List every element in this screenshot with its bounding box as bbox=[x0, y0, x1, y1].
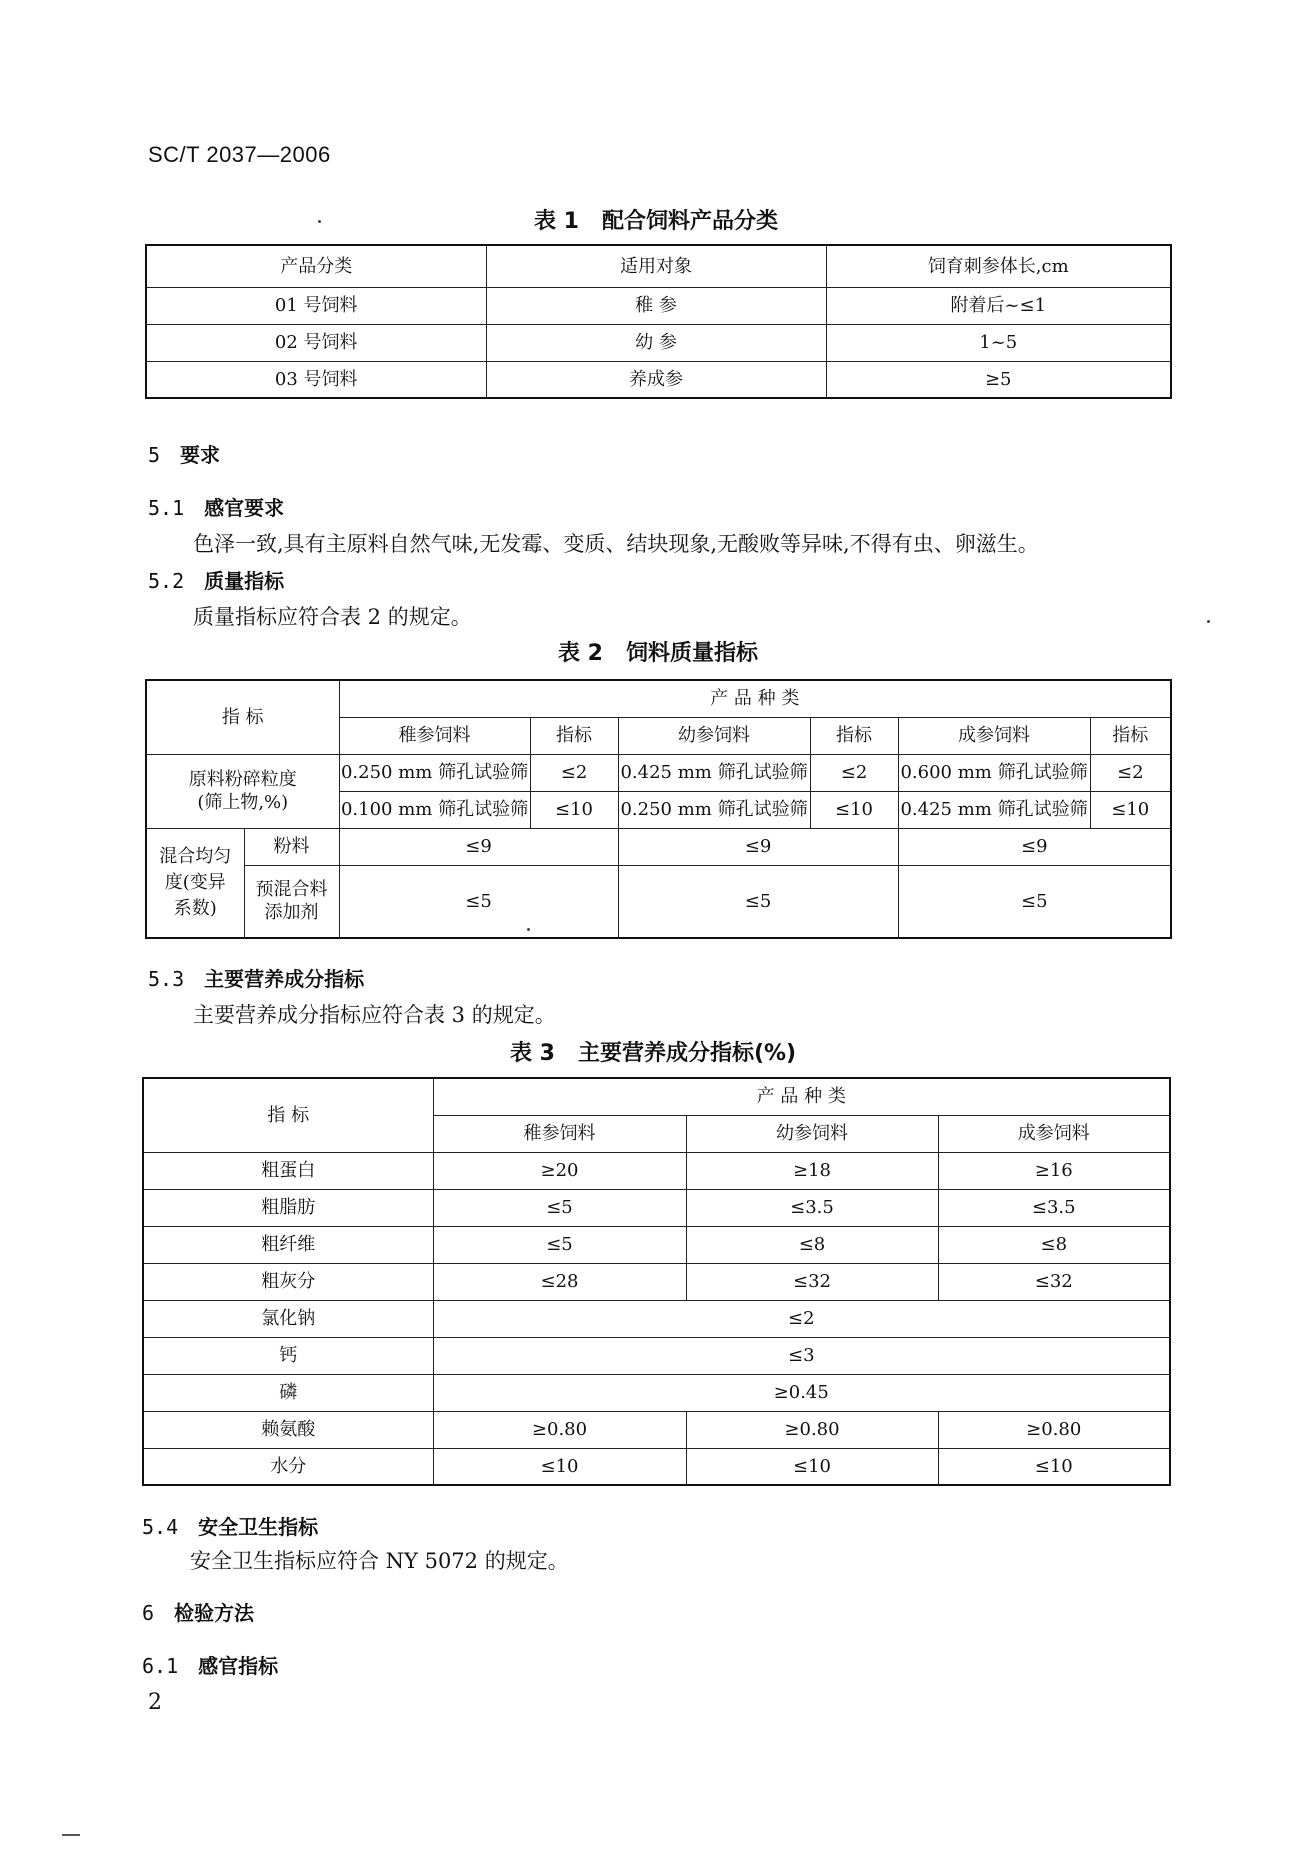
table3-row-label: 粗纤维 bbox=[143, 1226, 433, 1263]
table2-indicator-header: 指 标 bbox=[146, 680, 339, 754]
section-number: 5.3 bbox=[148, 967, 185, 991]
table3-row-label: 粗蛋白 bbox=[143, 1152, 433, 1189]
table-cell: 0.425 mm 筛孔试验筛 bbox=[898, 791, 1090, 828]
table2-sub-header: 成参饲料 bbox=[898, 717, 1090, 754]
table2-sub-header: 指标 bbox=[1090, 717, 1171, 754]
table-cell: ≤9 bbox=[898, 828, 1171, 865]
table-cell: ≤10 bbox=[686, 1448, 938, 1485]
table3-row-label: 粗脂肪 bbox=[143, 1189, 433, 1226]
section-5-2-heading bbox=[148, 565, 284, 594]
table-row bbox=[143, 1411, 1170, 1448]
section-number: 5.1 bbox=[148, 496, 185, 520]
table-row bbox=[146, 324, 1171, 361]
table-cell: ≥5 bbox=[826, 361, 1171, 398]
table2-sub-header: 幼参饲料 bbox=[618, 717, 810, 754]
table-cell: ≤2 bbox=[530, 754, 618, 791]
table-cell: ≤10 bbox=[433, 1448, 686, 1485]
table-row bbox=[146, 865, 1171, 938]
section-title: 主要营养成分指标 bbox=[204, 967, 365, 991]
section-6-heading bbox=[142, 1597, 254, 1626]
table-row bbox=[146, 754, 1171, 791]
section-number: 5.2 bbox=[148, 569, 185, 593]
table2-sub-label: 预混合料 添加剂 bbox=[244, 865, 339, 938]
scan-speck bbox=[527, 928, 530, 931]
table-cell: ≤32 bbox=[938, 1263, 1170, 1300]
section-5-2-text: 质量指标应符合表 2 的规定。 bbox=[193, 605, 472, 629]
section-title: 安全卫生指标 bbox=[198, 1515, 319, 1539]
table-cell: ≤8 bbox=[938, 1226, 1170, 1263]
section-5-1-text: 色泽一致,具有主原料自然气味,无发霉、变质、结块现象,无酸败等异味,不得有虫、卵滋生。 bbox=[193, 532, 1039, 556]
table-cell: 附着后~≤1 bbox=[826, 287, 1171, 324]
table-cell: ≥0.80 bbox=[433, 1411, 686, 1448]
section-5-4-heading bbox=[142, 1511, 318, 1540]
table3-indicator-header: 指 标 bbox=[143, 1078, 433, 1152]
section-5-heading bbox=[148, 439, 220, 468]
table3-sub-header: 成参饲料 bbox=[938, 1115, 1170, 1152]
section-6-1-heading bbox=[142, 1650, 278, 1679]
table-cell: ≤10 bbox=[1090, 791, 1171, 828]
table2-sub-header: 指标 bbox=[530, 717, 618, 754]
table-row bbox=[146, 361, 1171, 398]
section-5-4-text: 安全卫生指标应符合 NY 5072 的规定。 bbox=[190, 1549, 569, 1573]
section-5-3-heading bbox=[148, 963, 364, 992]
table-cell: ≤32 bbox=[686, 1263, 938, 1300]
section-title: 检验方法 bbox=[174, 1601, 255, 1625]
table-cell: ≤8 bbox=[686, 1226, 938, 1263]
section-number: 5.4 bbox=[142, 1515, 179, 1539]
table1-title: 表 1 配合饲料产品分类 bbox=[534, 209, 778, 234]
table1-header-cell: 产品分类 bbox=[146, 245, 486, 287]
table-cell: ≤3 bbox=[433, 1337, 1170, 1374]
table3-sub-header: 稚参饲料 bbox=[433, 1115, 686, 1152]
section-5-1-heading bbox=[148, 492, 284, 521]
table-cell: ≤5 bbox=[618, 865, 898, 938]
table3-row-label: 氯化钠 bbox=[143, 1300, 433, 1337]
table1-header-row bbox=[146, 245, 1171, 287]
table-row bbox=[143, 1263, 1170, 1300]
table3-row-label: 赖氨酸 bbox=[143, 1411, 433, 1448]
table2-title: 表 2 饲料质量指标 bbox=[558, 641, 758, 666]
scan-edge-mark bbox=[62, 1834, 80, 1836]
table-row bbox=[143, 1226, 1170, 1263]
table2-sub-header: 稚参饲料 bbox=[339, 717, 530, 754]
table-row bbox=[143, 1300, 1170, 1337]
section-number: 5 bbox=[148, 443, 161, 467]
standard-code: SC/T 2037—2006 bbox=[148, 142, 331, 167]
table-cell: ≥0.80 bbox=[686, 1411, 938, 1448]
table-row bbox=[143, 1337, 1170, 1374]
table-cell: ≤5 bbox=[433, 1189, 686, 1226]
table-cell: ≥0.45 bbox=[433, 1374, 1170, 1411]
table1-header-cell: 饲育刺参体长,cm bbox=[826, 245, 1171, 287]
table-cell: ≤2 bbox=[1090, 754, 1171, 791]
section-number: 6 bbox=[142, 1601, 155, 1625]
table3-sub-header: 幼参饲料 bbox=[686, 1115, 938, 1152]
table-cell: ≤3.5 bbox=[686, 1189, 938, 1226]
table-row bbox=[143, 1152, 1170, 1189]
table-cell: 03 号饲料 bbox=[146, 361, 486, 398]
table-cell: 0.250 mm 筛孔试验筛 bbox=[339, 754, 530, 791]
section-number: 6.1 bbox=[142, 1654, 179, 1678]
table-cell: ≥20 bbox=[433, 1152, 686, 1189]
table3-row-label: 水分 bbox=[143, 1448, 433, 1485]
table-cell: 幼 参 bbox=[486, 324, 826, 361]
table-cell: ≤5 bbox=[898, 865, 1171, 938]
table-cell: ≤2 bbox=[433, 1300, 1170, 1337]
table2-row-label: 混合均匀 度(变异 系数) bbox=[146, 828, 244, 938]
table-cell: 稚 参 bbox=[486, 287, 826, 324]
table-cell: ≤28 bbox=[433, 1263, 686, 1300]
table-cell: ≥0.80 bbox=[938, 1411, 1170, 1448]
table1 bbox=[145, 244, 1172, 399]
scan-speck bbox=[1207, 620, 1210, 623]
table3 bbox=[142, 1077, 1171, 1486]
table-cell: ≤9 bbox=[339, 828, 618, 865]
table-cell: ≥16 bbox=[938, 1152, 1170, 1189]
table-cell: ≤9 bbox=[618, 828, 898, 865]
table-cell: 养成参 bbox=[486, 361, 826, 398]
table-row bbox=[146, 287, 1171, 324]
table3-row-label: 钙 bbox=[143, 1337, 433, 1374]
section-title: 感官指标 bbox=[198, 1654, 279, 1678]
table-cell: ≤2 bbox=[810, 754, 898, 791]
table-cell: 0.250 mm 筛孔试验筛 bbox=[618, 791, 810, 828]
table2-group-header: 产 品 种 类 bbox=[339, 680, 1171, 717]
section-title: 感官要求 bbox=[204, 496, 285, 520]
table-cell: ≥18 bbox=[686, 1152, 938, 1189]
table1-header-cell: 适用对象 bbox=[486, 245, 826, 287]
table-cell: 0.600 mm 筛孔试验筛 bbox=[898, 754, 1090, 791]
table-row bbox=[143, 1189, 1170, 1226]
page-number: 2 bbox=[148, 1690, 162, 1715]
table-cell: 0.425 mm 筛孔试验筛 bbox=[618, 754, 810, 791]
table2-sub-label: 粉料 bbox=[244, 828, 339, 865]
table-cell: ≤10 bbox=[810, 791, 898, 828]
section-title: 质量指标 bbox=[204, 569, 285, 593]
section-5-3-text: 主要营养成分指标应符合表 3 的规定。 bbox=[193, 1003, 556, 1027]
table-cell: 1~5 bbox=[826, 324, 1171, 361]
table-row bbox=[143, 1374, 1170, 1411]
table2-row-label: 原料粉碎粒度 (筛上物,%) bbox=[146, 754, 339, 828]
table-cell: 0.100 mm 筛孔试验筛 bbox=[339, 791, 530, 828]
table-row bbox=[146, 828, 1171, 865]
table3-title: 表 3 主要营养成分指标(%) bbox=[510, 1041, 797, 1066]
table-cell: 01 号饲料 bbox=[146, 287, 486, 324]
table-cell: ≤10 bbox=[530, 791, 618, 828]
table3-row-label: 磷 bbox=[143, 1374, 433, 1411]
table-cell: ≤3.5 bbox=[938, 1189, 1170, 1226]
scan-speck bbox=[318, 220, 321, 223]
table-cell: ≤5 bbox=[433, 1226, 686, 1263]
table-cell: ≤10 bbox=[938, 1448, 1170, 1485]
table-cell: ≤5 bbox=[339, 865, 618, 938]
section-title: 要求 bbox=[180, 443, 221, 467]
table2-sub-header: 指标 bbox=[810, 717, 898, 754]
table-cell: 02 号饲料 bbox=[146, 324, 486, 361]
table-row bbox=[143, 1448, 1170, 1485]
table3-group-header: 产 品 种 类 bbox=[433, 1078, 1170, 1115]
table3-row-label: 粗灰分 bbox=[143, 1263, 433, 1300]
table2 bbox=[145, 679, 1172, 939]
